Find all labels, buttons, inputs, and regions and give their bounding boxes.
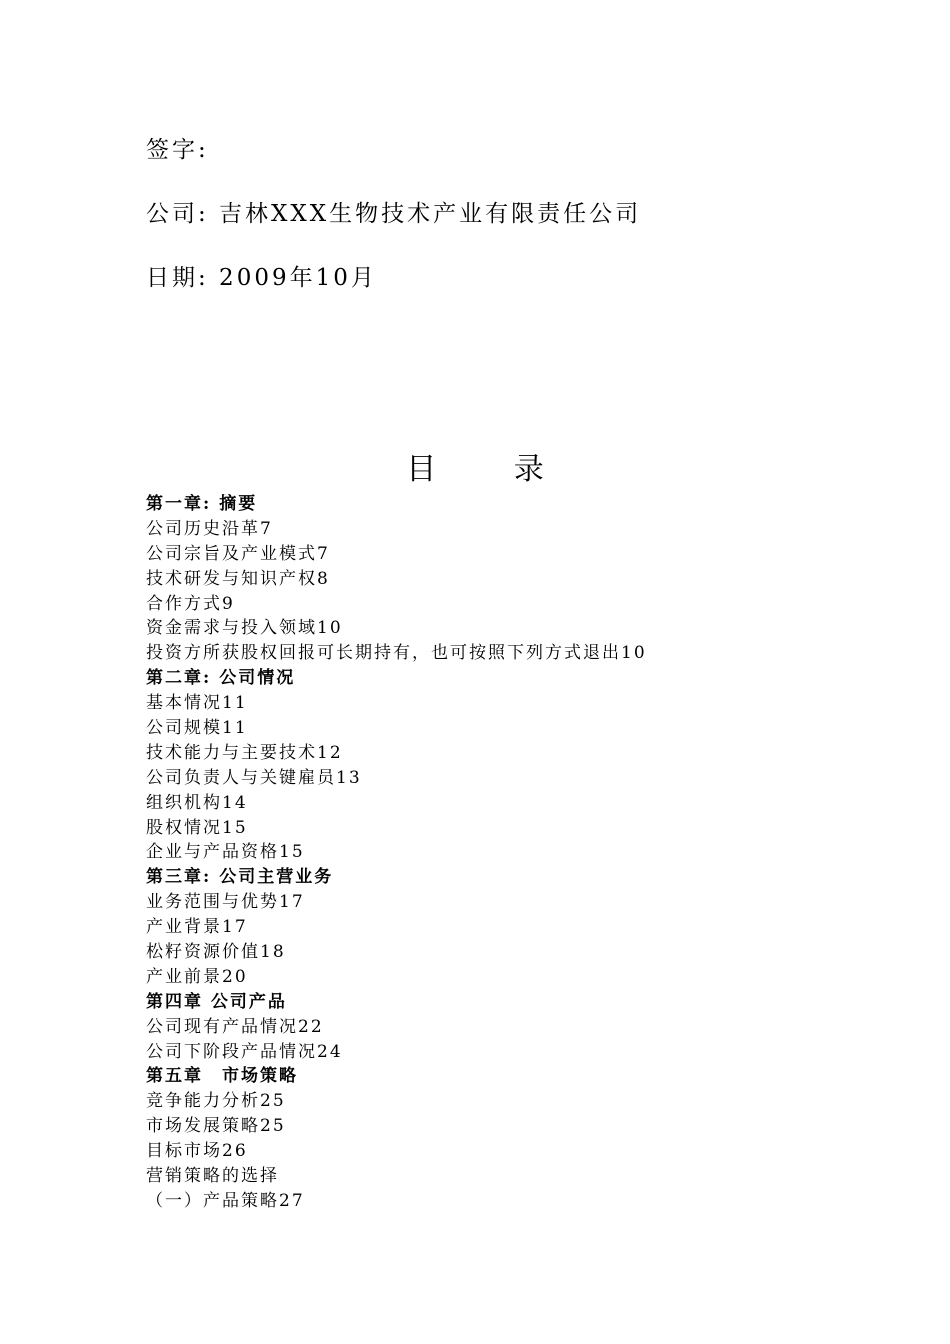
toc-chapter-heading: 第四章 公司产品 <box>146 991 287 1012</box>
toc-entry: （一）产品策略27 <box>146 1190 305 1211</box>
toc-entry: 投资方所获股权回报可长期持有，也可按照下列方式退出10 <box>146 643 647 664</box>
toc-entry: 产业前景20 <box>146 966 248 987</box>
company-line: 公司: 吉林XXX生物技术产业有限责任公司 <box>146 201 642 227</box>
toc-chapter-heading: 第三章: 公司主营业务 <box>146 867 334 888</box>
toc-chapter-heading: 第五章 市场策略 <box>146 1066 298 1087</box>
toc-chapter-heading: 第一章: 摘要 <box>146 494 258 514</box>
toc-entry: 目标市场26 <box>146 1141 248 1162</box>
toc-entry: 业务范围与优势17 <box>146 892 305 913</box>
toc-entry: 公司规模11 <box>146 718 248 739</box>
toc-entry: 股权情况15 <box>146 817 248 838</box>
toc-entry: 营销策略的选择 <box>146 1166 279 1187</box>
toc-entry: 技术能力与主要技术12 <box>146 742 343 763</box>
toc-entry: 公司现有产品情况22 <box>146 1016 324 1037</box>
toc-entry: 竞争能力分析25 <box>146 1091 286 1112</box>
toc-entry: 合作方式9 <box>146 593 235 614</box>
date-line: 日期: 2009年10月 <box>146 265 377 291</box>
toc-entry: 产业背景17 <box>146 917 248 938</box>
toc-entry: 企业与产品资格15 <box>146 842 305 863</box>
toc-entry: 组织机构14 <box>146 792 248 813</box>
toc-entry: 公司负责人与关键雇员13 <box>146 767 362 788</box>
toc-chapter-heading: 第二章: 公司情况 <box>146 668 296 689</box>
toc-entry: 公司宗旨及产业模式7 <box>146 543 330 564</box>
toc-entry: 基本情况11 <box>146 693 248 714</box>
toc-title: 目 录 <box>406 452 578 487</box>
sign-label: 签字: <box>146 137 209 163</box>
toc-entry: 公司下阶段产品情况24 <box>146 1041 343 1062</box>
table-of-contents <box>146 492 846 1214</box>
toc-entry: 公司历史沿革7 <box>146 518 273 539</box>
toc-entry: 松籽资源价值18 <box>146 942 286 963</box>
toc-entry: 技术研发与知识产权8 <box>146 568 330 589</box>
toc-entry: 市场发展策略25 <box>146 1116 286 1137</box>
toc-entry: 资金需求与投入领域10 <box>146 618 343 639</box>
